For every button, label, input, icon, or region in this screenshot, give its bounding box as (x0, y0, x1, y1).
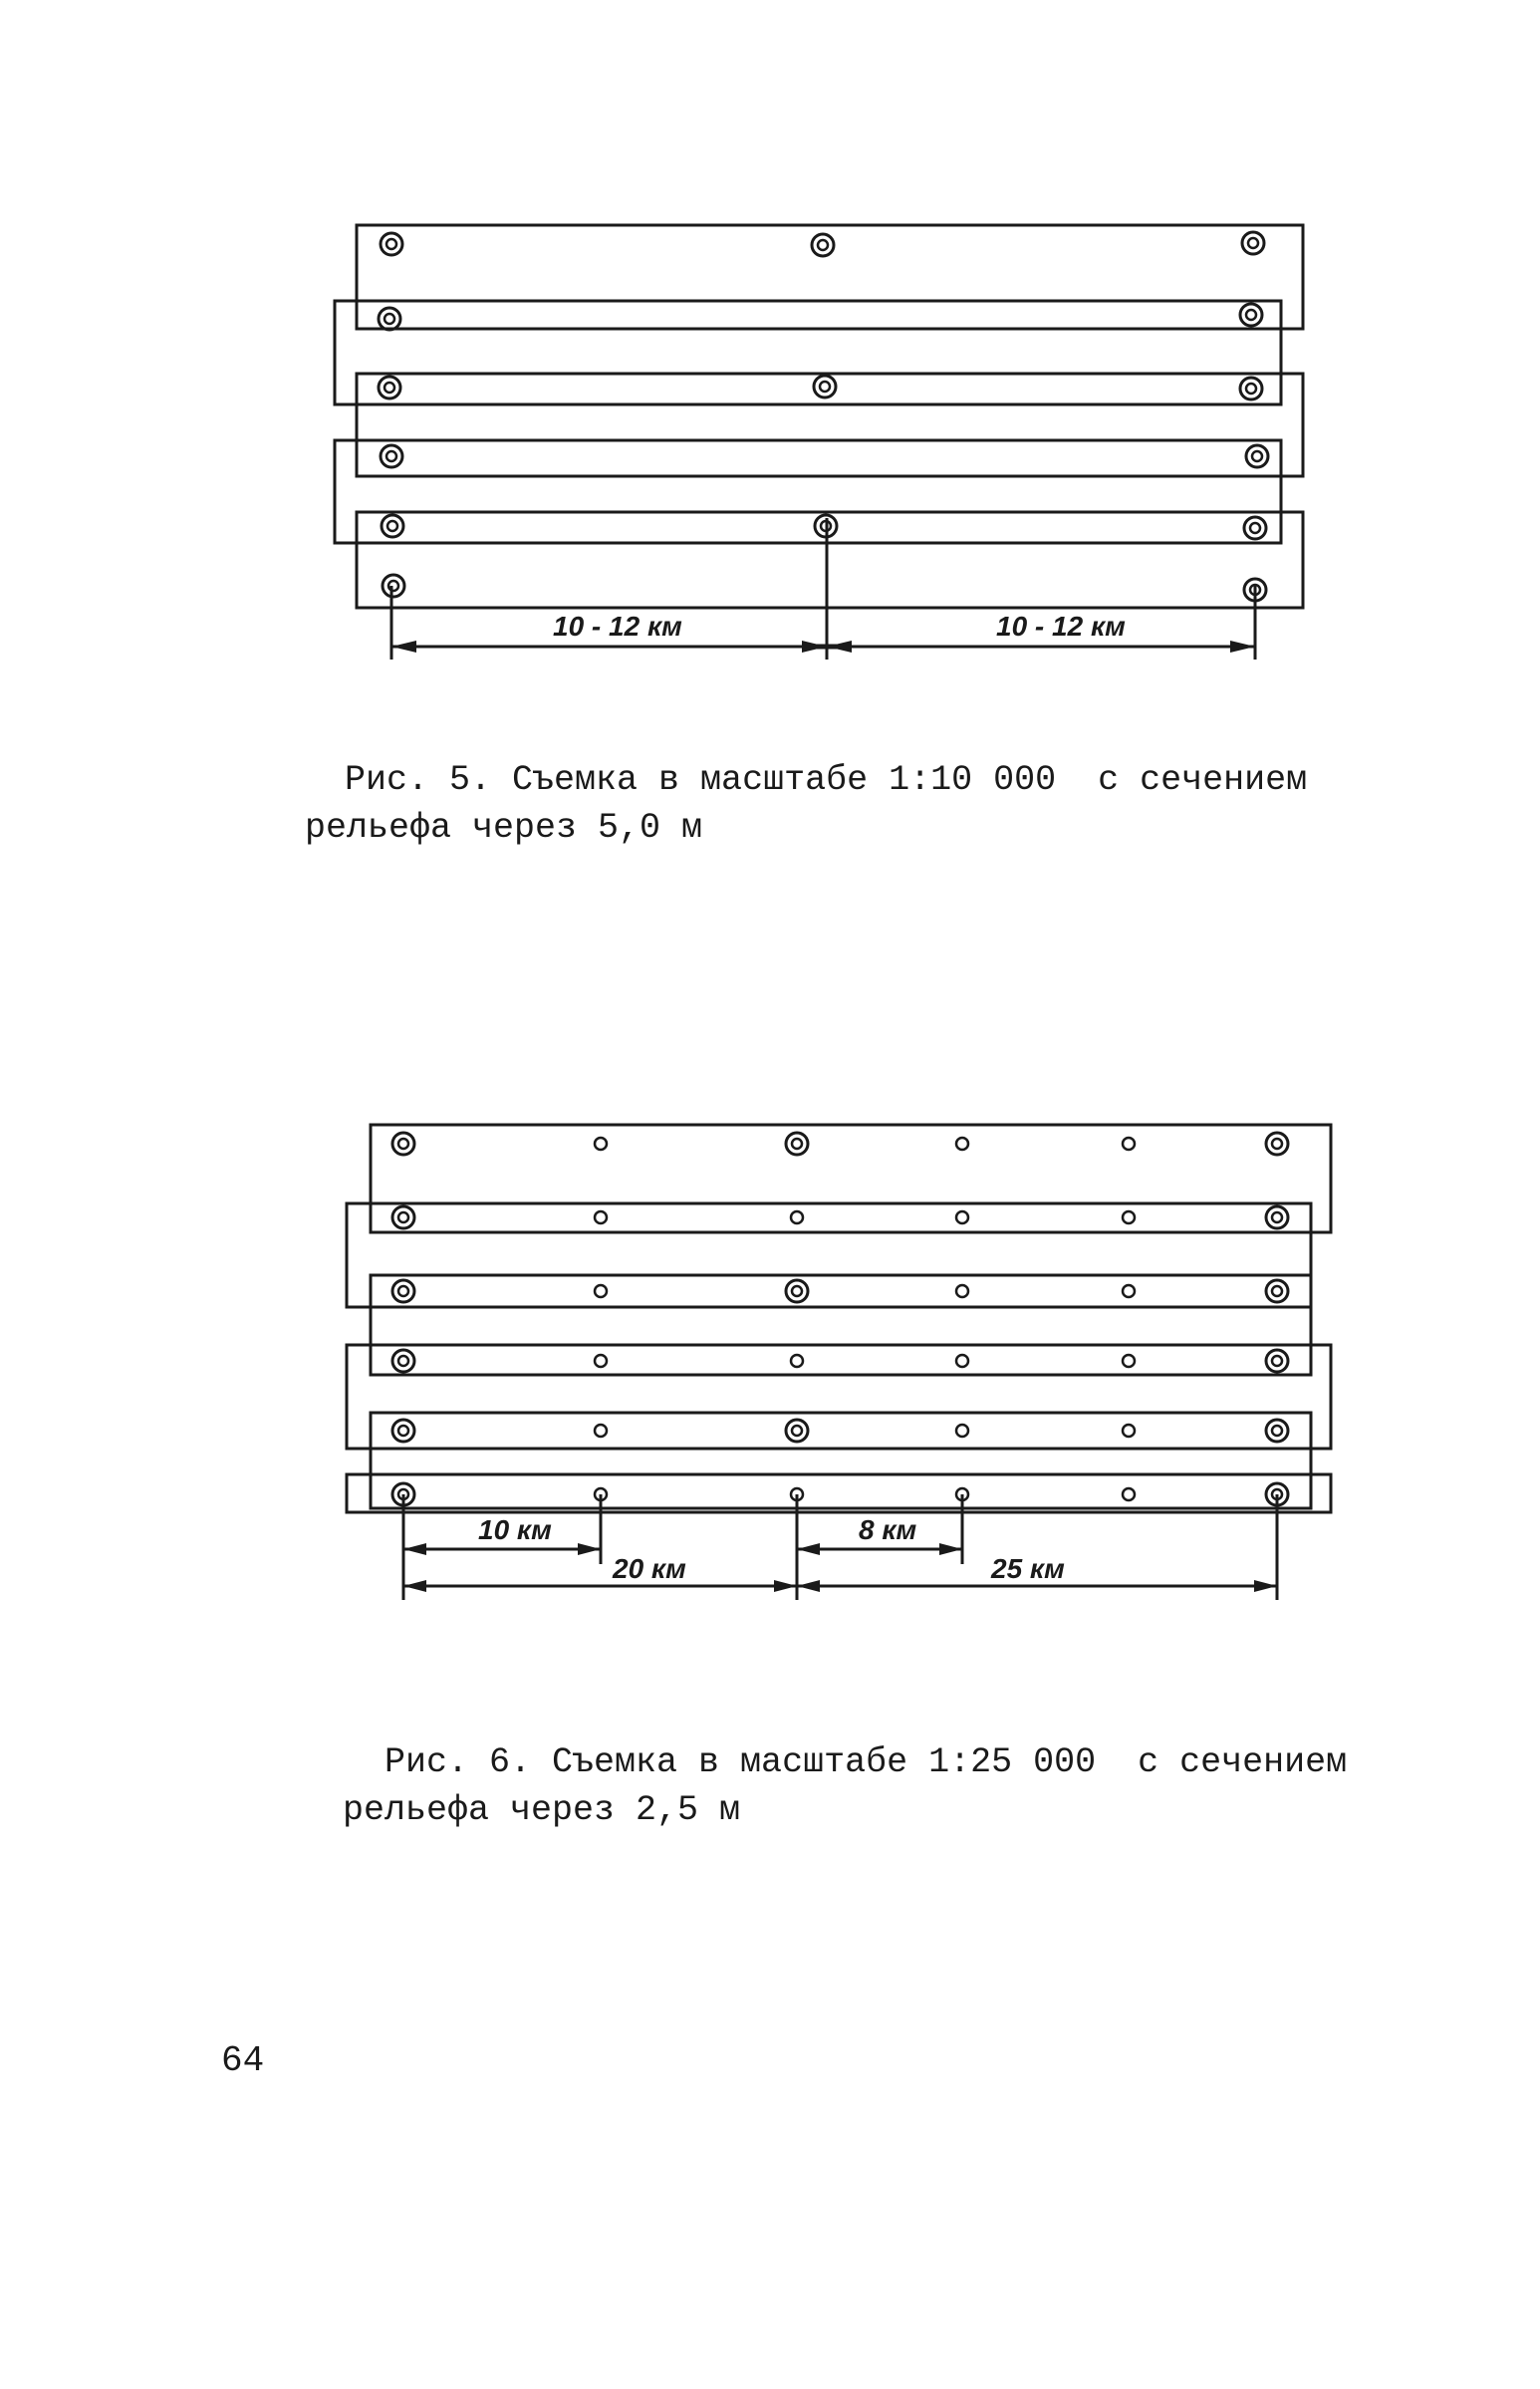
figure-5-caption-line-2: рельефа через 5,0 м (305, 808, 703, 848)
survey-point-marker (392, 1133, 414, 1155)
survey-point-marker (1266, 1420, 1288, 1442)
strip (347, 1474, 1331, 1512)
survey-point-small (956, 1355, 968, 1367)
fig6-label-20: 20 км (613, 1553, 686, 1584)
survey-point-small (595, 1285, 607, 1297)
survey-point-marker (786, 1133, 808, 1155)
survey-point-small (1123, 1488, 1135, 1500)
survey-point-marker (381, 233, 402, 255)
figure-5-caption-line-1: Рис. 5. Съемка в масштабе 1:10 000 с сечением (345, 760, 1308, 800)
survey-point-marker (1266, 1133, 1288, 1155)
survey-point-marker (1244, 517, 1266, 539)
strip (347, 1203, 1311, 1307)
survey-point-small (791, 1211, 803, 1223)
strip (335, 440, 1281, 543)
strip (357, 225, 1303, 329)
survey-point-small (956, 1211, 968, 1223)
survey-point-marker (1266, 1350, 1288, 1372)
strip (335, 301, 1281, 404)
survey-point-marker (814, 376, 836, 398)
survey-point-small (1123, 1211, 1135, 1223)
survey-point-marker (392, 1350, 414, 1372)
survey-point-small (956, 1138, 968, 1150)
survey-point-marker (786, 1420, 808, 1442)
fig6-label-8: 8 км (859, 1514, 917, 1545)
page-number: 64 (221, 2040, 265, 2081)
survey-point-marker (1246, 445, 1268, 467)
survey-point-marker (1240, 304, 1262, 326)
fig5-label-right: 10 - 12 км (996, 611, 1126, 642)
survey-point-marker (1242, 232, 1264, 254)
survey-point-small (595, 1211, 607, 1223)
strip (347, 1345, 1331, 1449)
arrowhead (391, 641, 416, 653)
strip (371, 1125, 1331, 1232)
survey-point-small (791, 1355, 803, 1367)
survey-point-small (1123, 1138, 1135, 1150)
strip (371, 1413, 1311, 1508)
survey-point-marker (379, 377, 400, 398)
survey-point-small (1123, 1285, 1135, 1297)
survey-point-marker (1266, 1280, 1288, 1302)
survey-point-marker (381, 445, 402, 467)
strip (371, 1275, 1311, 1375)
survey-point-marker (382, 515, 403, 537)
fig6-label-25: 25 км (991, 1553, 1065, 1584)
survey-point-small (1123, 1425, 1135, 1437)
figure-5-diagram (335, 225, 1303, 660)
survey-point-small (956, 1425, 968, 1437)
survey-point-marker (392, 1420, 414, 1442)
survey-point-small (956, 1285, 968, 1297)
arrowhead (1230, 641, 1255, 653)
survey-point-small (595, 1355, 607, 1367)
survey-point-marker (786, 1280, 808, 1302)
survey-point-small (1123, 1355, 1135, 1367)
survey-point-marker (812, 234, 834, 256)
survey-point-marker (1240, 378, 1262, 399)
survey-point-small (595, 1138, 607, 1150)
figure-6-caption-line-1: Рис. 6. Съемка в масштабе 1:25 000 с сечением (385, 1742, 1348, 1782)
survey-point-marker (392, 1206, 414, 1228)
survey-point-marker (1266, 1206, 1288, 1228)
survey-point-marker (383, 575, 404, 597)
survey-point-marker (392, 1280, 414, 1302)
survey-point-marker (379, 308, 400, 330)
figure-6-caption-line-2: рельефа через 2,5 м (343, 1790, 741, 1830)
fig5-label-left: 10 - 12 км (553, 611, 682, 642)
fig6-label-10: 10 км (478, 1514, 552, 1545)
survey-point-small (595, 1425, 607, 1437)
